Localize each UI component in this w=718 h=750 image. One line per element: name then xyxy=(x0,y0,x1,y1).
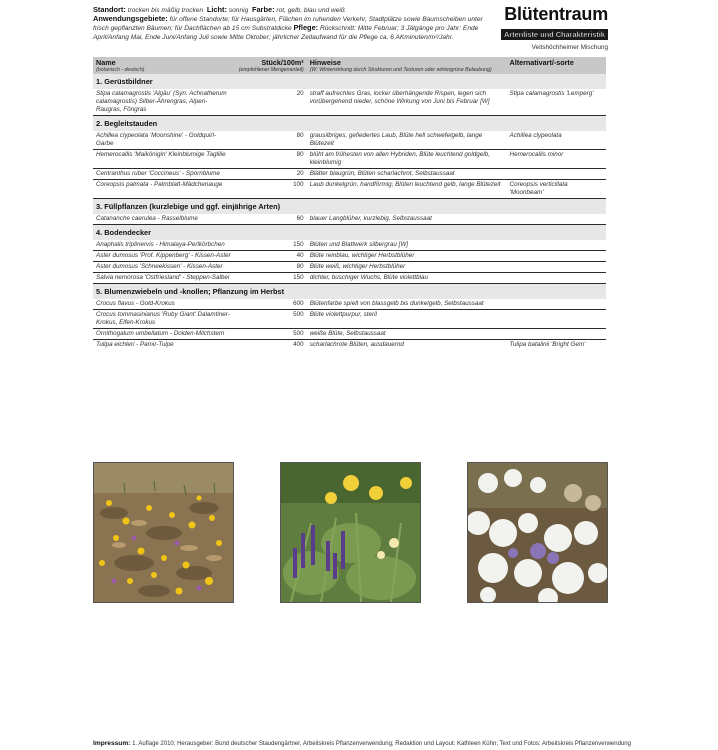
plant-hint: straff aufrechtes Gras, locker überhängende Rispen, legen sich vorübergehend nieder, schöne Wirkung von Juni bis Februar [W] xyxy=(307,89,507,116)
impressum-text: 1. Auflage 2010; Herausgeber: Bund deutscher Staudengärtner, Arbeitskreis Pflanzenverwendung; Redaktion und Layout: Kathleen Kühn; Text und Fotos: Arbeitskreis Pflanzenverwendung xyxy=(132,741,631,747)
section-header: 5. Blumenzwiebeln und -knollen; Pflanzung im Herbst xyxy=(93,284,606,300)
plant-name: Aster dumosus 'Prof. Kippenberg' - Kissen-Aster xyxy=(93,251,236,262)
table-row xyxy=(93,310,606,329)
plant-alt xyxy=(507,299,606,310)
brand-block xyxy=(501,4,608,51)
plant-alt xyxy=(507,310,606,329)
plant-hint: Blüte weiß, wichtiger Herbstblüher xyxy=(307,262,507,273)
plant-name: Ornithogalum umbellatum - Dolden-Milchstern xyxy=(93,329,236,340)
plant-alt xyxy=(507,273,606,284)
standort-value: trocken bis mäßig trocken xyxy=(127,7,204,14)
table-row xyxy=(93,273,606,284)
plant-name: Tulipa eichleri - Pamir-Tulpe xyxy=(96,341,174,348)
table-row xyxy=(93,251,606,262)
table-header xyxy=(93,57,606,74)
plant-alt xyxy=(507,262,606,273)
plant-name: Aster dumosus 'Schneekissen' - Kissen-Aster xyxy=(93,262,236,273)
table-row xyxy=(93,180,606,199)
plant-qty: 20 xyxy=(236,89,307,116)
plant-alt: Stipa calamagrostis 'Lemperg' xyxy=(507,89,606,116)
plant-hint: Blätter blaugrün, Blüten scharlachrot, Selbstaussaat xyxy=(307,169,507,180)
plant-alt: Hemerocallis minor xyxy=(507,150,606,169)
col-name-header: Name xyxy=(96,58,116,67)
site-info xyxy=(93,6,493,42)
plant-alt: Tulipa batalinii 'Bright Gem' xyxy=(509,341,586,348)
plant-name: Crocus tommasinianus 'Ruby Giant' Dalamtiner-Krokus, Elfen-Krokus xyxy=(93,310,236,329)
plant-alt xyxy=(507,251,606,262)
plant-qty: 60 xyxy=(236,214,307,225)
plant-hint: blüht am frühesten von allen Hybriden, Blüte leuchtend goldgelb, kleinblumig xyxy=(307,150,507,169)
plant-alt xyxy=(507,214,606,225)
table-row xyxy=(93,299,606,310)
plant-name: Salvia nemorosa 'Ostfriesland' - Steppen-Salbei xyxy=(93,273,236,284)
section-header: 1. Gerüstbildner xyxy=(93,74,606,89)
plant-qty: 80 xyxy=(236,131,307,150)
plant-qty: 400 xyxy=(293,341,304,348)
plant-hint: Blüten und Blattwerk silbergrau [W] xyxy=(307,240,507,251)
plant-name: Anaphalis triplinervis - Himalaya-Perlkörbchen xyxy=(93,240,236,251)
table-row xyxy=(93,169,606,180)
licht-value: sonnig xyxy=(228,7,249,14)
plant-name: Centranthus ruber 'Coccineus' - Spornblume xyxy=(93,169,236,180)
plant-name: Achillea clypeolata 'Moonshine' - Goldquirl-Garbe xyxy=(93,131,236,150)
section-header: 3. Füllpflanzen (kurzlebige und ggf. einjährige Arten) xyxy=(93,199,606,215)
table-row xyxy=(93,340,606,351)
section-header: 4. Bodendecker xyxy=(93,225,606,241)
plant-qty: 600 xyxy=(236,299,307,310)
farbe-value: rot, gelb, blau und weiß xyxy=(276,7,345,14)
plant-name: Stipa calamagrostis 'Algäu' (Syn. Achnatherum calamagrostis) Silber-Ährengras, Alpen-Raugras, Föngras xyxy=(93,89,236,116)
plant-alt: Achillea clypeolata xyxy=(507,131,606,150)
table-row xyxy=(93,329,606,340)
plant-qty: 500 xyxy=(236,329,307,340)
mix-name: Veitshöchheimer Mischung xyxy=(531,44,608,51)
plant-qty: 80 xyxy=(236,262,307,273)
white-aster-photo xyxy=(467,462,608,603)
crocus-meadow-photo xyxy=(93,462,234,603)
plant-alt xyxy=(507,329,606,340)
plant-hint: Blütenfarbe spielt von blassgelb bis dunkelgelb, Selbstaussaat xyxy=(307,299,507,310)
col-qty-sub: (empfohlener Mengenanteil) xyxy=(238,67,304,73)
section-header: 2. Begleitstauden xyxy=(93,116,606,132)
plant-hint: Laub dunkelgrün, handförmig; Blüten leuchtend gelb, lange Blütezeit xyxy=(307,180,507,199)
species-table xyxy=(93,57,606,350)
brand-title: Blütentraum xyxy=(504,4,608,24)
standort-label: Standort: xyxy=(93,5,126,14)
plant-name: Catananche caerulea - Rasselblume xyxy=(93,214,236,225)
pflege-value: Rückschnitt: Mitte Februar; 3 Jätgänge pro Jahr: Ende April/Anfang Mai, Ende Juni/Anfang Juli sowie Mitte Oktober; jährlicher Zeitaufwand für die Pflege ca. 6 AKminuten/m²/Jahr. xyxy=(93,25,479,41)
table-row xyxy=(93,262,606,273)
table-row xyxy=(93,240,606,251)
plant-qty: 40 xyxy=(236,251,307,262)
licht-label: Licht: xyxy=(206,5,227,14)
farbe-label: Farbe: xyxy=(251,5,275,14)
plant-qty: 80 xyxy=(236,150,307,169)
plant-alt xyxy=(507,240,606,251)
col-alt-header: Alternativart/-sorte xyxy=(509,58,574,67)
plant-name: Crocus flavus - Gold-Krokus xyxy=(93,299,236,310)
plant-name: Hemerocallis 'Maikönigin' Kleinblumige Taglilie xyxy=(93,150,236,169)
pflege-label: Pflege: xyxy=(293,23,319,33)
plant-alt: Coreopsis verticillata 'Moonbeam' xyxy=(507,180,606,199)
plant-hint: weiße Blüte, Selbstaussaat xyxy=(307,329,507,340)
impressum-label: Impressum: xyxy=(93,740,131,747)
anwendung-label: Anwendungsgebiete: xyxy=(93,14,168,24)
table-row xyxy=(93,89,606,116)
table-row xyxy=(93,214,606,225)
brand-subtitle: Artenliste und Charakteristik xyxy=(501,29,608,40)
plant-alt xyxy=(507,169,606,180)
daylily-salvia-photo xyxy=(280,462,421,603)
plant-qty: 150 xyxy=(236,240,307,251)
plant-qty: 100 xyxy=(236,180,307,199)
col-hint-header: Hinweise xyxy=(309,58,341,67)
plant-hint: Blüte reinblau, wichtiger Herbstblüher xyxy=(307,251,507,262)
plant-name: Coreopsis palmata - Palmblatt-Mädchenauge xyxy=(93,180,236,199)
col-name-sub: (botanisch - deutsch) xyxy=(96,67,145,73)
table-row xyxy=(93,150,606,169)
plant-qty: 150 xyxy=(236,273,307,284)
impressum xyxy=(93,740,631,747)
col-hint-sub: (W: Winterwirkung durch Strukturen und Texturen oder wintergrüne Belaubung) xyxy=(309,67,492,73)
plant-qty: 20 xyxy=(236,169,307,180)
anwendung-value: für offene Standorte; für Hausgärten, Flächen im ruhenden Verkehr, Stadtplätze sowie Baumscheiben unter frisch gepflanzten Bäumen; für Dachflächen ab 15 cm Substratdicke xyxy=(93,16,483,33)
table-row xyxy=(93,131,606,150)
plant-hint: scharlachrote Blüten, ausdauernd xyxy=(309,341,404,348)
plant-hint: Blüte violettpurpur, steril xyxy=(307,310,507,329)
plant-hint: grausilbriges, gefiedertes Laub, Blüte hell schwefelgelb, lange Blütezeit xyxy=(307,131,507,150)
plant-qty: 500 xyxy=(236,310,307,329)
plant-hint: blauer Langblüher, kurzlebig, Selbstaussaat xyxy=(307,214,507,225)
plant-hint: dichter, buschiger Wuchs, Blüte violettblau xyxy=(307,273,507,284)
col-qty-header: Stück/100m² xyxy=(261,58,304,67)
